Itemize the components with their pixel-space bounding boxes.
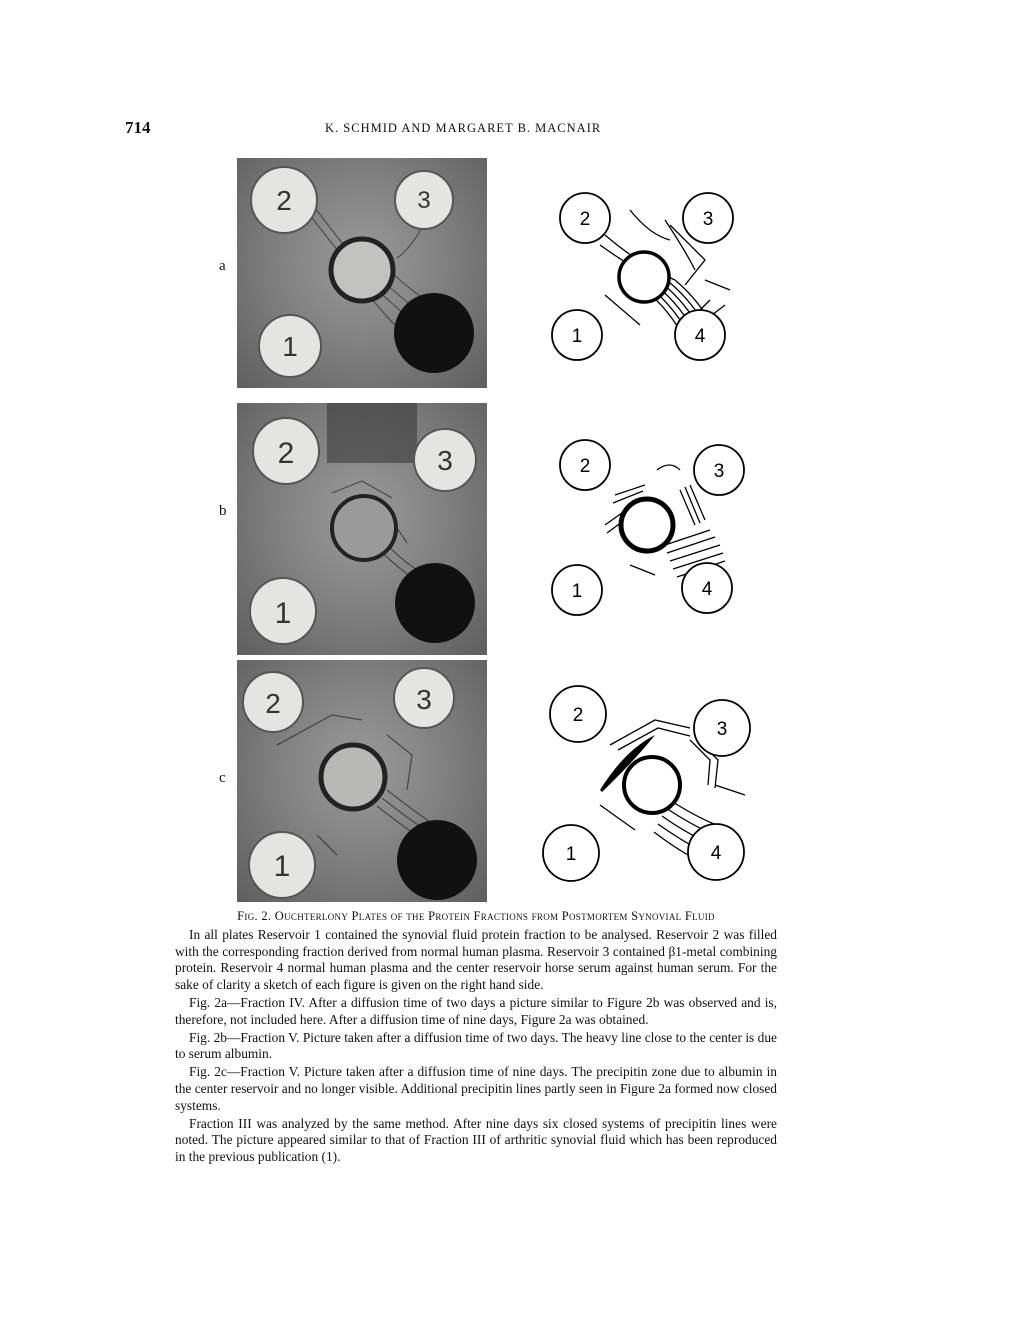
sketch-b-label-1: 1 <box>571 581 583 602</box>
photo-a-label-1: 1 <box>282 331 298 362</box>
figure-title <box>175 908 777 925</box>
sketch-plate-b <box>545 425 760 625</box>
caption-paragraph: Fig. 2b—Fraction V. Picture taken after a diffusion time of two days. The heavy line close to the center is due to serum albumin. <box>175 1029 777 1062</box>
photo-b-label-2: 2 <box>277 437 295 470</box>
sketch-c-label-4: 4 <box>710 843 722 864</box>
photo-b-label-1: 1 <box>274 597 292 630</box>
photo-c-label-3: 3 <box>416 684 432 715</box>
figure-title-text: Ouchterlony Plates of the Protein Fractions from Postmortem Synovial Fluid <box>274 909 715 923</box>
panel-label-a: a <box>219 258 226 274</box>
sketch-plate-a <box>545 180 745 370</box>
page-header <box>125 118 785 140</box>
sketch-b-label-4: 4 <box>701 579 713 600</box>
caption-paragraph: In all plates Reservoir 1 contained the synovial fluid protein fraction to be analysed. Reservoir 2 was filled with the corresponding fraction derived from normal human plasma. Reservoir 3 contained β1-metal combining protein. Reservoir 4 normal human plasma and the center reservoir horse serum against human serum. For the sake of clarity a sketch of each figure is given on the right hand side. <box>175 926 777 993</box>
photo-a-label-3: 3 <box>417 187 431 214</box>
panel-label-c: c <box>219 770 226 786</box>
figure-number: Fig. 2. <box>237 909 272 923</box>
photo-plate-c <box>237 660 487 902</box>
sketch-c-label-3: 3 <box>716 719 728 740</box>
sketch-b-label-3: 3 <box>713 461 725 482</box>
photo-c-label-1: 1 <box>273 850 291 883</box>
sketch-a-label-4: 4 <box>694 326 706 347</box>
photo-plate-a <box>237 158 487 388</box>
sketch-c-label-1: 1 <box>565 844 577 865</box>
photo-c-label-2: 2 <box>265 688 281 719</box>
sketch-b-label-2: 2 <box>579 456 591 477</box>
caption-paragraph: Fig. 2c—Fraction V. Picture taken after a diffusion time of nine days. The precipitin zone due to albumin in the center reservoir and no longer visible. Additional precipitin lines partly seen in Figure 2a formed now closed systems. <box>175 1064 777 1113</box>
photo-b-label-3: 3 <box>437 445 453 476</box>
photo-a-label-2: 2 <box>276 185 292 216</box>
sketch-c-label-2: 2 <box>572 705 584 726</box>
caption-paragraph: Fraction III was analyzed by the same method. After nine days six closed systems of precipitin lines were noted. The picture appeared similar to that of Fraction III of arthritic synovial fluid which has been reproduced in the previous publication (1). <box>175 1115 777 1165</box>
caption-paragraph: Fig. 2a—Fraction IV. After a diffusion time of two days a picture similar to Figure 2b was observed and is, therefore, not included here. After a diffusion time of nine days, Figure 2a was obtained. <box>175 994 777 1027</box>
figure-caption <box>175 908 777 1167</box>
sketch-a-label-3: 3 <box>702 209 714 230</box>
sketch-a-label-2: 2 <box>579 209 591 230</box>
photo-plate-b <box>237 403 487 655</box>
sketch-a-label-1: 1 <box>571 326 583 347</box>
running-head: K. SCHMID AND MARGARET B. MACNAIR <box>325 121 602 135</box>
sketch-plate-c <box>540 680 765 885</box>
page-number: 714 <box>125 118 151 137</box>
panel-label-b: b <box>219 503 227 519</box>
